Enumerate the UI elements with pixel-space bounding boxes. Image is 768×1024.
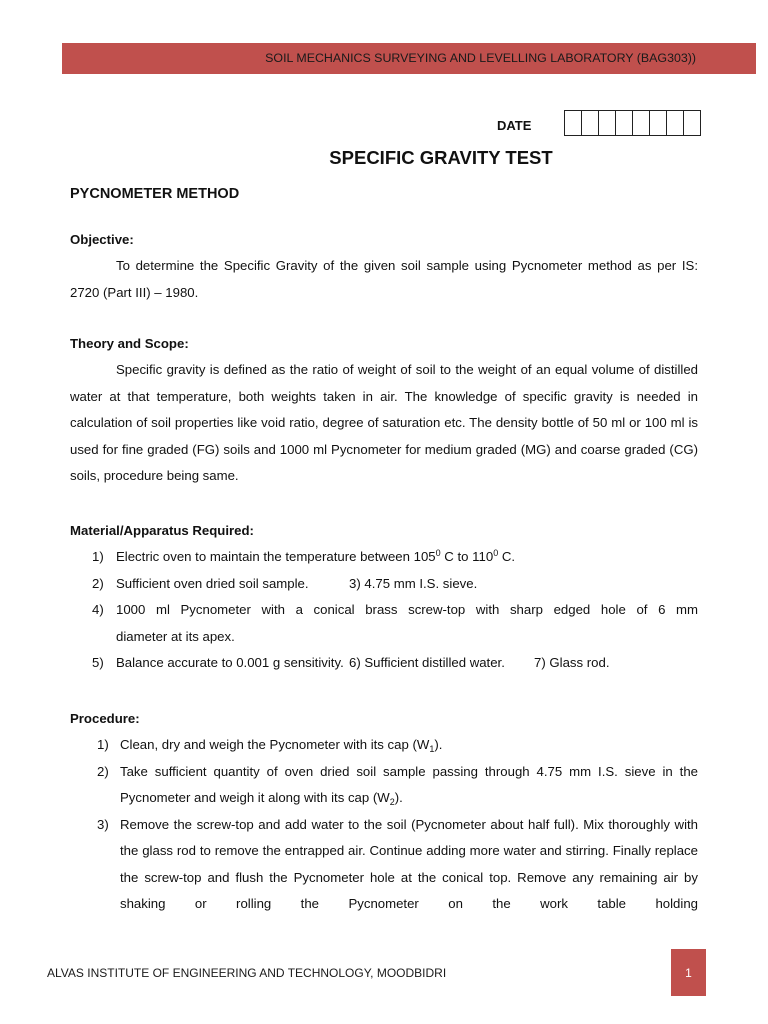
list-item: 2) Sufficient oven dried soil sample. 3) 4.75 mm I.S. sieve. bbox=[70, 571, 698, 598]
page-number: 1 bbox=[671, 949, 706, 996]
page-title: SPECIFIC GRAVITY TEST bbox=[329, 147, 553, 168]
procedure-list bbox=[70, 732, 698, 918]
header-band bbox=[62, 43, 756, 74]
list-item: 5) Balance accurate to 0.001 g sensitivity. 6) Sufficient distilled water. 7) Glass rod. bbox=[70, 650, 698, 677]
procedure-heading: Procedure: bbox=[70, 711, 140, 726]
list-item-7: 7) Glass rod. bbox=[534, 655, 610, 670]
list-item-6: 6) Sufficient distilled water. bbox=[349, 655, 505, 670]
date-entry-boxes bbox=[564, 110, 701, 136]
theory-text: Specific gravity is defined as the ratio of weight of soil to the weight of an equal volume of distilled water at that temperature, both weights taken in air. The knowledge of specific gravity is needed in calculation of soil properties like void ratio, degree of saturation etc. The density bottle of 50 ml or 100 ml is used for fine graded (FG) soils and 1000 ml Pycnometer for medium graded (MG) and coarse graded (CG) soils, procedure being same. bbox=[70, 362, 698, 483]
date-box bbox=[684, 111, 701, 135]
objective-text: To determine the Specific Gravity of the given soil sample using Pycnometer method as per IS: 2720 (Part III) – 1980. bbox=[70, 258, 698, 300]
lab-title: SOIL MECHANICS SURVEYING AND LEVELLING LABORATORY (BAG303)) bbox=[265, 51, 696, 65]
date-box bbox=[565, 111, 582, 135]
list-item: 4) 1000 ml Pycnometer with a conical brass screw-top with sharp edged hole of 6 mm diameter at its apex. bbox=[92, 602, 698, 644]
method-heading: PYCNOMETER METHOD bbox=[70, 186, 240, 202]
date-box bbox=[667, 111, 684, 135]
list-item: 2) Take sufficient quantity of oven dried soil sample passing through 4.75 mm I.S. sieve in the Pycnometer and weigh it along with its cap $(W_2)$. bbox=[97, 763, 698, 807]
list-item-3: 3) 4.75 mm I.S. sieve. bbox=[349, 575, 478, 591]
date-label: DATE bbox=[497, 118, 532, 133]
list-item: 1) Clean, dry and weigh the Pycnometer with its cap $(W_1)$. bbox=[97, 737, 443, 754]
materials-list bbox=[70, 544, 698, 677]
date-box bbox=[650, 111, 667, 135]
objective-heading: Objective: bbox=[70, 232, 134, 247]
date-box bbox=[616, 111, 633, 135]
footer-institute: ALVAS INSTITUTE OF ENGINEERING AND TECHNOLOGY, MOODBIDRI bbox=[47, 966, 447, 980]
date-box bbox=[599, 111, 616, 135]
list-item: 3) Remove the screw-top and add water to the soil (Pycnometer about half full). Mix thoroughly with the glass rod to remove the entrapped air. Continue adding more water and stirring. Finally replace the screw-top and flush the Pycnometer hole at the conical top. Remove any remaining air by shaking or rolling the Pycnometer on the work table holding bbox=[97, 816, 698, 911]
date-box bbox=[582, 111, 599, 135]
date-box bbox=[633, 111, 650, 135]
list-item: 1) Electric oven to maintain the temperature between $105^0$ C to $110^0$ C. bbox=[92, 548, 516, 564]
materials-heading: Material/Apparatus Required: bbox=[70, 523, 254, 538]
theory-heading: Theory and Scope: bbox=[70, 336, 189, 351]
